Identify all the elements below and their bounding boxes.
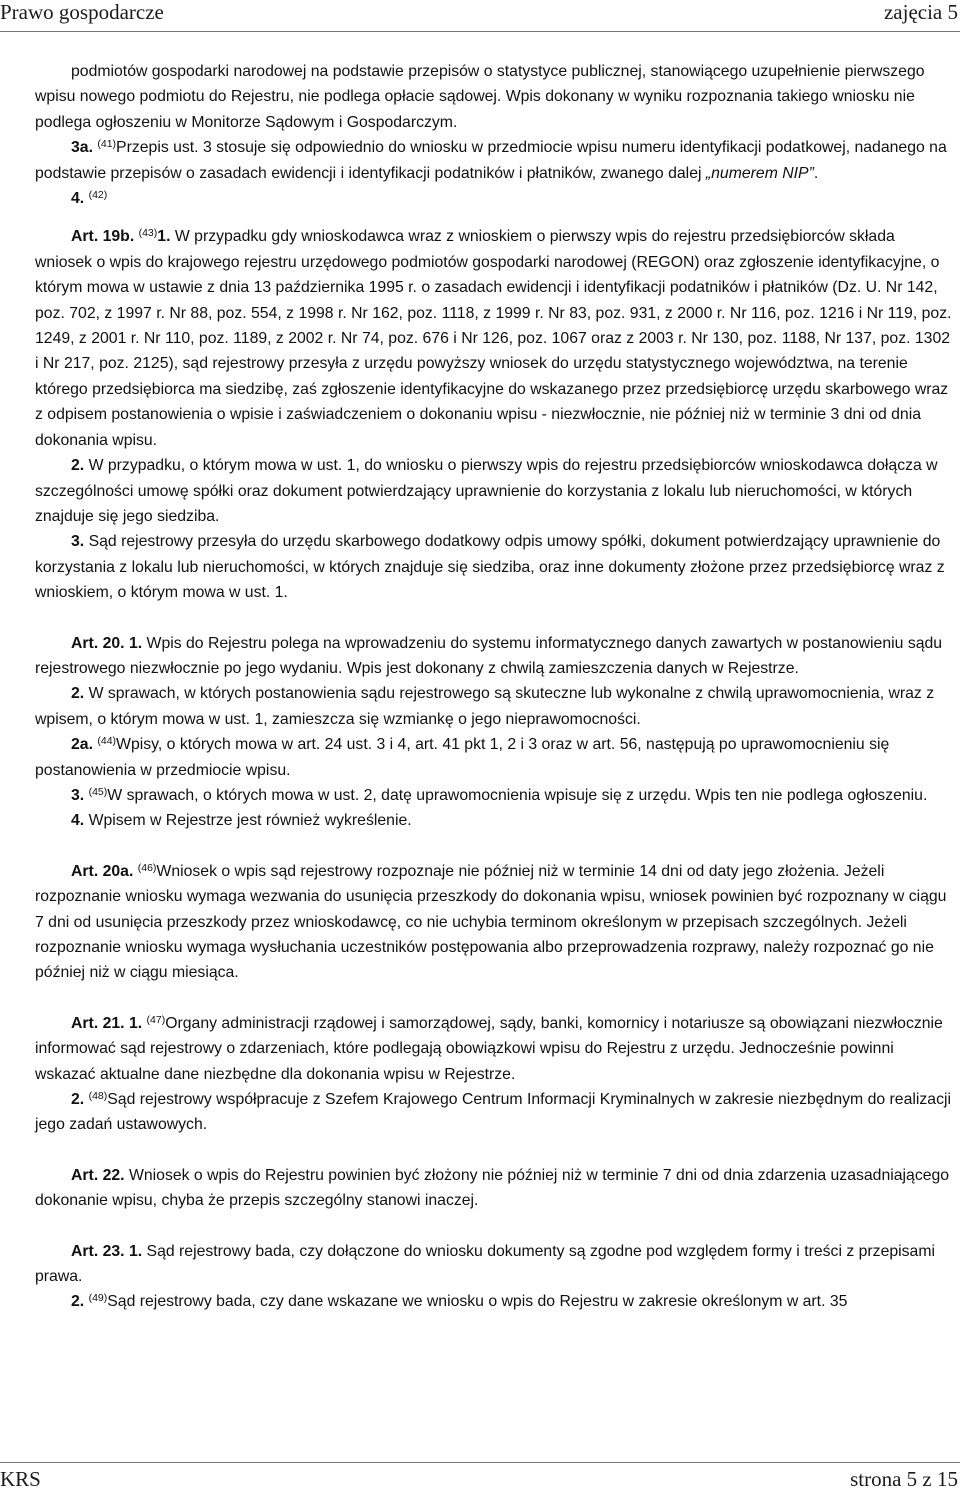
article-23-ust-2 (35, 1289, 953, 1314)
header-divider (0, 31, 960, 32)
paragraph-text: Sąd rejestrowy bada, czy dołączone do wniosku dokumenty są zgodne pod względem formy i treści z przepisami prawa. (35, 1242, 936, 1286)
paragraph-text: Przepis ust. 3 stosuje się odpowiednio do wniosku w przedmiocie wpisu numeru identyfikacji podatkowej, nadanego na podstawie przepisów o zasadach ewidencji i identyfikacji podatników i płatników, zwanego dalej (35, 139, 947, 182)
ust-number: 2. (71, 457, 85, 475)
paragraph-continuation: podmiotów gospodarki narodowej na podstawie przepisów o statystyce publicznej, stanowiącego uzupełnienie pierwszego wpisu nowego podmiotu do Rejestru, nie podlega opłacie sądowej. Wpis dokonany w wyniku rozpoznania takiego wniosku nie podlega ogłoszeniu w Monitorze Sądowym i Gospodarczym. (35, 63, 925, 131)
article-label: Art. 21. (71, 1014, 125, 1032)
article-label: Art. 19b. (71, 228, 135, 246)
footnote-ref[interactable]: (41) (97, 138, 117, 151)
paragraph-text: Wniosek o wpis do Rejestru powinien być złożony nie później niż w terminie 7 dni od dnia zdarzenia uzasadniającego dokonanie wpisu, chyba że przepis szczególny stanowi inaczej. (35, 1166, 950, 1210)
footnote-ref[interactable]: (44) (97, 735, 117, 748)
paragraph-end: . (813, 164, 819, 182)
page-number: strona 5 z 15 (850, 1467, 958, 1491)
ust-number: 2. (71, 1293, 85, 1311)
paragraph-4 (35, 186, 953, 211)
article-20 (35, 631, 953, 682)
ust-number: 1. (128, 634, 143, 652)
article-20-ust-2 (35, 681, 953, 732)
article-20-ust-3 (35, 783, 953, 808)
article-20a (35, 859, 953, 986)
ust-number: 1. (157, 228, 171, 246)
footer-title: KRS (0, 1467, 41, 1491)
article-20-ust-4 (35, 808, 953, 833)
article-label: Art. 20a. (71, 862, 134, 880)
ust-number: 4. (71, 190, 85, 208)
paragraph-text: Sąd rejestrowy przesyła do urzędu skarbowego dodatkowy odpis umowy spółki, dokument potwierdzający uprawnienie do korzystania z lokalu lub nieruchomości, w których znajduje się siedziba, oraz inne dokumenty złożone przez przedsiębiorcę wraz z wnioskiem, o którym mowa w ust. 1. (35, 533, 945, 602)
paragraph-3a (35, 135, 953, 186)
paragraph-text: W przypadku gdy wnioskodawca wraz z wnioskiem o pierwszy wpis do rejestru przedsiębiorców składa wniosek o wpis do krajowego rejestru urzędowego podmiotów gospodarki narodowej (REGON) oraz zgłoszenie identyfikacyjne, o którym mowa w ustawie z dnia 13 października 1995 r. o zasadach ewidencji i identyfikacji podatników i płatników (Dz. U. Nr 142, poz. 702, z 1997 r. Nr 88, poz. 554, z 1998 r. Nr 162, poz. 1118, z 1999 r. Nr 83, poz. 931, z 2000 r. Nr 116, poz. 1216 i Nr 119, poz. 1249, z 2001 r. Nr 110, poz. 1189, z 2002 r. Nr 74, poz. 676 i Nr 126, poz. 1067 oraz z 2003 r. Nr 130, poz. 1188, Nr 137, poz. 1302 i Nr 217, poz. 2125), sąd rejestrowy przesyła z urzędu powyższy wniosek do urzędu statystycznego województwa, na terenie którego przedsiębiorca ma siedzibę, zaś zgłoszenie identyfikacyjne do wskazanego przez przedsiębiorcę urzędu skarbowego wraz z odpisem postanowienia o wpisie i zaświadczeniem o dokonaniu wpisu - niezwłocznie, nie później niż w terminie 3 dni od dnia dokonania wpisu. (35, 228, 952, 449)
ust-number: 3. (71, 533, 85, 551)
article-21 (35, 1011, 953, 1087)
footnote-ref[interactable]: (43) (138, 227, 158, 240)
page-body (35, 59, 953, 1315)
footnote-ref[interactable]: (45) (88, 785, 108, 798)
paragraph-text: W przypadku, o którym mowa w ust. 1, do wniosku o pierwszy wpis do rejestru przedsiębiorców wnioskodawca dołącza w szczególności umowę spółki oraz dokument potwierdzający uprawnienie do korzystania z lokalu lub nieruchomości, w których znajduje się jego siedziba. (35, 457, 938, 525)
ust-number: 1. (128, 1242, 143, 1260)
article-23 (35, 1239, 953, 1290)
paragraph-text: Wpisem w Rejestrze jest również wykreślenie. (88, 812, 412, 830)
footnote-ref[interactable]: (46) (137, 861, 157, 874)
footnote-ref[interactable]: (48) (88, 1090, 108, 1103)
article-label: Art. 20. (71, 634, 125, 652)
paragraph-text: Wpisy, o których mowa w art. 24 ust. 3 i 4, art. 41 pkt 1, 2 i 3 oraz w art. 56, następują po uprawomocnieniu się postanowienia w przedmiocie wpisu. (35, 736, 890, 779)
paragraph-text: W sprawach, w których postanowienia sądu rejestrowego są skuteczne lub wykonalne z chwilą uprawomocnienia, wraz z wpisem, o którym mowa w ust. 1, zamieszcza się wzmiankę o jego nieprawomocności. (35, 685, 935, 728)
article-22 (35, 1163, 953, 1214)
article-19b-ust-3 (35, 529, 953, 605)
ust-number: 2a. (71, 736, 93, 754)
ust-number: 2. (71, 1091, 85, 1109)
ust-number: 1. (128, 1014, 143, 1032)
article-20-ust-2a (35, 732, 953, 783)
ust-number: 3. (71, 786, 85, 804)
paragraph-text: Wpis do Rejestru polega na wprowadzeniu do systemu informatycznego danych zawartych w postanowieniu sądu rejestrowego niezwłocznie po jego wydaniu. Wpis jest dokonany z chwilą zamieszczenia danych w Rejestrze. (35, 634, 943, 677)
article-19b (35, 224, 953, 453)
ust-number: 4. (71, 812, 85, 830)
footnote-ref[interactable]: (42) (88, 189, 108, 202)
article-label: Art. 23. (71, 1242, 125, 1260)
article-19b-ust-2 (35, 453, 953, 529)
paragraph-text: Sąd rejestrowy bada, czy dane wskazane we wniosku o wpis do Rejestru w zakresie określonym w art. 35 (107, 1293, 848, 1311)
paragraph-text: Wniosek o wpis sąd rejestrowy rozpoznaje nie później niż w terminie 14 dni od daty jego złożenia. Jeżeli rozpoznanie wniosku wymaga wezwania do usunięcia przeszkody do dokonania wpisu, wniosek powinien być rozpoznany w ciągu 7 dni od usunięcia przeszkody przez wnioskodawcę, co nie uchybia terminom określonym w przepisach szczególnych. Jeżeli rozpoznanie wniosku wymaga wysłuchania uczestników postępowania albo przeprowadzenia rozprawy, należy rozpoznać go nie później niż w ciągu miesiąca. (35, 862, 947, 982)
header-title: Prawo gospodarcze (0, 0, 164, 24)
defined-term: „numerem NIP” (705, 164, 814, 182)
header-section: zajęcia 5 (883, 0, 958, 24)
ust-number: 3a. (71, 139, 93, 157)
footer-divider (0, 1462, 960, 1463)
article-21-ust-2 (35, 1087, 953, 1138)
ust-number: 2. (71, 685, 85, 703)
paragraph-text: Sąd rejestrowy współpracuje z Szefem Krajowego Centrum Informacji Kryminalnych w zakresie niezbędnym do realizacji jego zadań ustawowych. (35, 1091, 951, 1134)
footnote-ref[interactable]: (47) (146, 1013, 166, 1026)
footnote-ref[interactable]: (49) (88, 1292, 108, 1305)
article-label: Art. 22. (71, 1166, 125, 1184)
paragraph-text: W sprawach, o których mowa w ust. 2, datę uprawomocnienia wpisuje się z urzędu. Wpis ten nie podlega ogłoszeniu. (107, 786, 928, 804)
paragraph-text: Organy administracji rządowej i samorządowej, sądy, banki, komornicy i notariusze są obowiązani niezwłocznie informować sąd rejestrowy o zdarzeniach, które podlegają obowiązkowi wpisu do Rejestru z urzędu. Jednocześnie powinni wskazać aktualne dane niezbędne dla dokonania wpisu w Rejestrze. (35, 1014, 943, 1083)
